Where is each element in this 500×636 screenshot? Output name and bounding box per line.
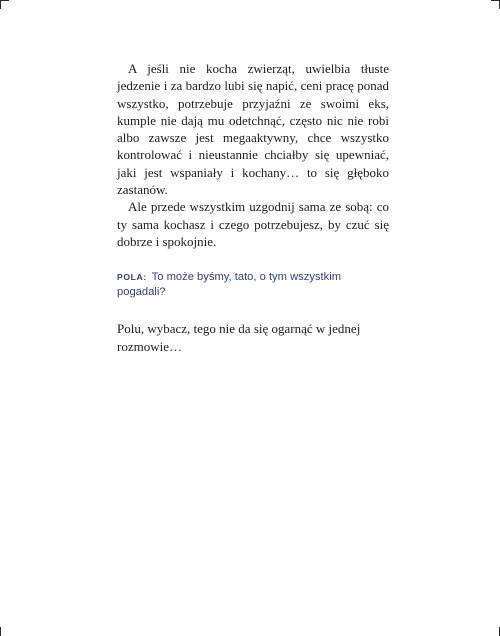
crop-mark-bottom-left: [0, 627, 1, 636]
paragraph-2: Ale przede wszystkim uzgodnij sama ze sobą: co ty sama kochasz i czego potrzebujesz, by czuć się dobrze i spokojnie.: [117, 199, 389, 249]
paragraph-1: A jeśli nie kocha zwierząt, uwielbia tłuste jedzenie i za bardzo lubi się napić, ceni pracę ponad wszystko, potrzebuje przyjaźni ze swoimi eks, kumple nie dają mu odetchnąć, często nic nie robi albo zawsze jest megaaktywny, chce wszystko kontrolować i nieustannie chciałby się upewniać, jaki jest wspaniały i kochany… to się głęboko zastanów.: [117, 61, 389, 198]
crop-mark-top-left-horizontal: [0, 0, 9, 1]
crop-mark-top-right-horizontal: [491, 0, 500, 1]
dialogue-line: [117, 270, 389, 300]
dialogue-text: To może byśmy, tato, o tym wszystkim pogadali?: [117, 271, 342, 299]
crop-mark-top-left: [0, 0, 1, 9]
body-text: [117, 60, 389, 355]
speaker-label: POLA:: [117, 272, 147, 283]
reply-paragraph: Polu, wybacz, tego nie da się ogarnąć w jednej rozmowie…: [117, 321, 361, 354]
